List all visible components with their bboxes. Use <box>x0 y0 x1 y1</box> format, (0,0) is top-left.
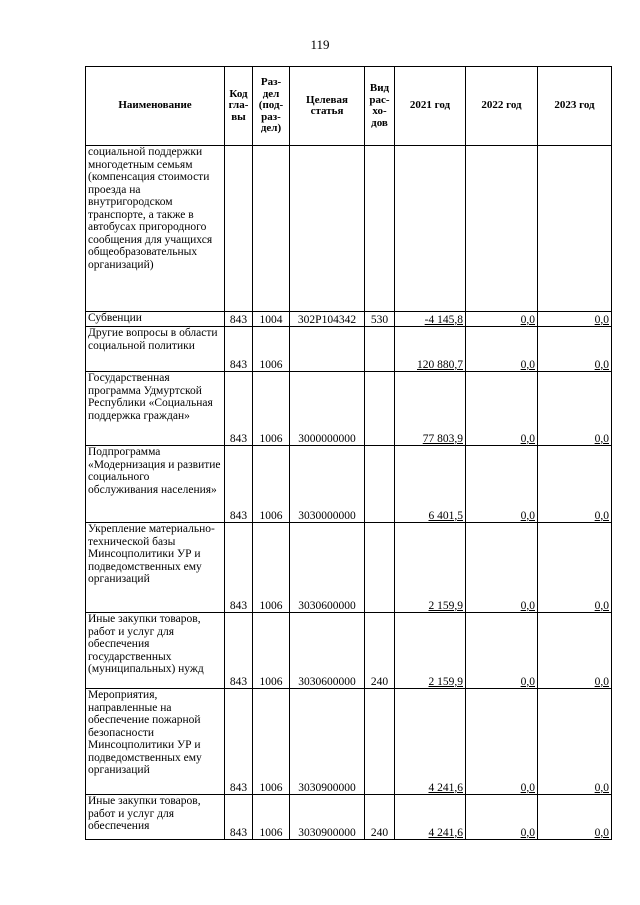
row-2023: 0,0 <box>538 327 612 372</box>
row-name: Укрепление материально-технической базы Минсоцполитики УР и подведомственных ему организаций <box>86 523 225 613</box>
table-row <box>86 613 612 689</box>
row-2022: 0,0 <box>466 446 538 523</box>
row-name: Иные закупки товаров, работ и услуг для обеспечения <box>86 795 225 840</box>
header-vid: Вид рас- хо- дов <box>365 67 395 146</box>
row-statya: 302P104342 <box>290 312 365 327</box>
row-kod: 843 <box>225 613 253 689</box>
row-2021: 4 241,6 <box>395 689 466 795</box>
row-kod: 843 <box>225 446 253 523</box>
row-2021: 2 159,9 <box>395 523 466 613</box>
table-row <box>86 446 612 523</box>
row-name: Подпрограмма «Модернизация и развитие социального обслуживания населения» <box>86 446 225 523</box>
row-2023: 0,0 <box>538 523 612 613</box>
row-kod: 843 <box>225 312 253 327</box>
row-2023: 0,0 <box>538 689 612 795</box>
header-2021: 2021 год <box>395 67 466 146</box>
table-row <box>86 689 612 795</box>
header-kod: Код гла- вы <box>225 67 253 146</box>
row-name: Другие вопросы в области социальной политики <box>86 327 225 372</box>
row-kod: 843 <box>225 372 253 446</box>
row-kod: 843 <box>225 327 253 372</box>
row-statya: 3030600000 <box>290 523 365 613</box>
row-2022 <box>466 146 538 312</box>
row-statya: 3030600000 <box>290 613 365 689</box>
row-statya <box>290 146 365 312</box>
table-row <box>86 146 612 312</box>
row-2023: 0,0 <box>538 312 612 327</box>
row-2022: 0,0 <box>466 312 538 327</box>
row-vid <box>365 146 395 312</box>
row-2021: 120 880,7 <box>395 327 466 372</box>
budget-table <box>85 66 612 840</box>
table-row <box>86 327 612 372</box>
row-2022: 0,0 <box>466 613 538 689</box>
row-vid: 530 <box>365 312 395 327</box>
row-statya: 3000000000 <box>290 372 365 446</box>
row-2021: -4 145,8 <box>395 312 466 327</box>
header-razdel: Раз- дел (под- раз- дел) <box>253 67 290 146</box>
row-2021: 77 803,9 <box>395 372 466 446</box>
header-statya: Целевая статья <box>290 67 365 146</box>
row-name: Государственная программа Удмуртской Республики «Социальная поддержка граждан» <box>86 372 225 446</box>
row-razdel: 1006 <box>253 327 290 372</box>
row-razdel: 1006 <box>253 523 290 613</box>
row-2022: 0,0 <box>466 327 538 372</box>
row-kod: 843 <box>225 523 253 613</box>
row-vid <box>365 689 395 795</box>
row-name: Мероприятия, направленные на обеспечение пожарной безопасности Минсоцполитики УР и подведомственных ему организаций <box>86 689 225 795</box>
header-name: Наименование <box>86 67 225 146</box>
table-row <box>86 312 612 327</box>
row-2023: 0,0 <box>538 446 612 523</box>
row-2023: 0,0 <box>538 795 612 840</box>
row-razdel: 1006 <box>253 446 290 523</box>
row-2022: 0,0 <box>466 689 538 795</box>
row-statya: 3030900000 <box>290 689 365 795</box>
row-name: Иные закупки товаров, работ и услуг для обеспечения государственных (муниципальных) нужд <box>86 613 225 689</box>
row-kod: 843 <box>225 795 253 840</box>
row-razdel: 1006 <box>253 689 290 795</box>
row-2022: 0,0 <box>466 795 538 840</box>
row-2023: 0,0 <box>538 613 612 689</box>
row-2022: 0,0 <box>466 523 538 613</box>
row-statya: 3030000000 <box>290 446 365 523</box>
row-2023: 0,0 <box>538 372 612 446</box>
header-2022: 2022 год <box>466 67 538 146</box>
row-vid <box>365 523 395 613</box>
row-razdel: 1006 <box>253 613 290 689</box>
table-row <box>86 523 612 613</box>
table-row <box>86 372 612 446</box>
row-2022: 0,0 <box>466 372 538 446</box>
row-statya <box>290 327 365 372</box>
row-2021 <box>395 146 466 312</box>
row-name: Субвенции <box>86 312 225 327</box>
page-number: 119 <box>310 37 330 52</box>
row-razdel: 1004 <box>253 312 290 327</box>
row-2021: 4 241,6 <box>395 795 466 840</box>
row-vid <box>365 372 395 446</box>
row-vid <box>365 446 395 523</box>
row-vid: 240 <box>365 795 395 840</box>
table-header-row <box>86 67 612 146</box>
row-statya: 3030900000 <box>290 795 365 840</box>
row-2023 <box>538 146 612 312</box>
row-kod: 843 <box>225 689 253 795</box>
row-razdel <box>253 146 290 312</box>
header-2023: 2023 год <box>538 67 612 146</box>
row-name: социальной поддержки многодетным семьям (компенсация стоимости проезда на внутригородском транспорте, а также в автобусах пригородного сообщения для учащихся общеобразовательных организаций) <box>86 146 225 312</box>
row-2021: 2 159,9 <box>395 613 466 689</box>
row-vid: 240 <box>365 613 395 689</box>
row-vid <box>365 327 395 372</box>
row-kod <box>225 146 253 312</box>
row-razdel: 1006 <box>253 795 290 840</box>
row-razdel: 1006 <box>253 372 290 446</box>
row-2021: 6 401,5 <box>395 446 466 523</box>
table-row <box>86 795 612 840</box>
